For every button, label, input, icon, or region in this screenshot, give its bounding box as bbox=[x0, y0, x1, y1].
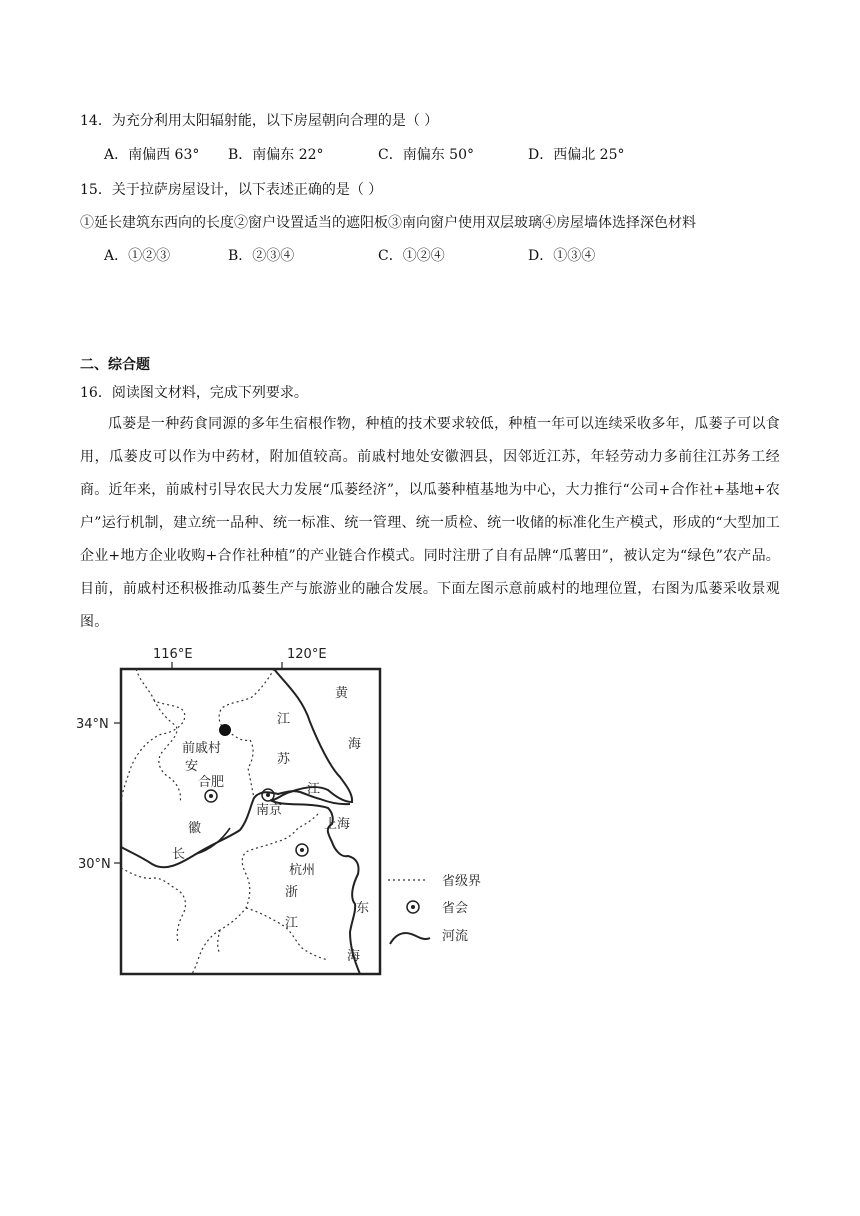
label-hai2: 海 bbox=[347, 949, 361, 964]
q15-stem: 15．关于拉萨房屋设计，以下表述正确的是（ ） bbox=[80, 182, 383, 198]
label-nanjing: 南京 bbox=[256, 803, 283, 818]
label-hefei: 合肥 bbox=[198, 775, 225, 790]
q15-option-a: A．①②③ bbox=[104, 248, 171, 264]
label-dong: 东 bbox=[356, 901, 370, 916]
section-title: 二、综合题 bbox=[80, 357, 150, 373]
legend-capital-label: 省会 bbox=[442, 901, 469, 916]
label-huang: 黄 bbox=[335, 686, 349, 701]
q14-option-d: D．西偏北 25° bbox=[528, 147, 625, 163]
location-map bbox=[70, 642, 500, 982]
q14-option-b: B．南偏东 22° bbox=[228, 147, 324, 163]
label-changjiang-jiang: 江 bbox=[307, 782, 321, 797]
label-jiangsu-jiang: 江 bbox=[277, 712, 291, 727]
label-hai1: 海 bbox=[348, 737, 362, 752]
q15-option-b: B．②③④ bbox=[228, 248, 295, 264]
q15-statements: ①延长建筑东西向的长度②窗户设置适当的遮阳板③南向窗户使用双层玻璃④房屋墙体选择深色材料 bbox=[80, 215, 696, 231]
q15-option-d: D．①③④ bbox=[528, 248, 596, 264]
label-an: 安 bbox=[185, 759, 199, 774]
label-hui: 徽 bbox=[188, 821, 202, 836]
label-jiangsu-su: 苏 bbox=[277, 752, 291, 767]
q16-stem: 16．阅读图文材料，完成下列要求。 bbox=[80, 385, 308, 401]
q14-stem: 14．为充分利用太阳辐射能，以下房屋朝向合理的是（ ） bbox=[80, 113, 439, 129]
label-shanghai: 上海 bbox=[324, 817, 351, 832]
label-hangzhou: 杭州 bbox=[289, 863, 316, 878]
yangtze-river bbox=[121, 791, 350, 867]
q16-paragraph: 瓜蒌是一种药食同源的多年生宿根作物，种植的技术要求较低，种植一年可以连续采收多年，瓜蒌子可以食用，瓜蒌皮可以作为中药材，附加值较高。前戚村地处安徽泗县，因邻近江苏，年轻劳动力多前往江苏务工经商。近年来，前戚村引导农民大力发展“瓜蒌经济”，以瓜蒌种植基地为中心，大力推行“公司+合作社+基地+农户”运行机制，建立统一品种、统一标准、统一管理、统一质检、统一收储的标准化生产模式，形成的“大型加工企业+地方企业收购+合作社种植”的产业链合作模式。同时注册了自有品牌“瓜薯田”，被认定为“绿色”农产品。目前，前戚村还积极推动瓜蒌生产与旅游业的融合发展。下面左图示意前戚村的地理位置，右图为瓜蒌采收景观图。 bbox=[80, 416, 780, 630]
q14-option-a: A．南偏西 63° bbox=[104, 147, 200, 163]
lon-label-120: 120°E bbox=[287, 647, 327, 662]
province-border bbox=[121, 669, 185, 802]
lat-label-34: 34°N bbox=[76, 717, 109, 732]
q15-option-c: C．①②④ bbox=[378, 248, 445, 264]
legend-river-label: 河流 bbox=[442, 929, 469, 944]
qianqi-dot bbox=[219, 724, 231, 736]
legend-border-label: 省级界 bbox=[442, 874, 482, 889]
label-qianqi: 前戚村 bbox=[182, 741, 222, 756]
label-changjiang-chang: 长 bbox=[172, 847, 186, 862]
label-zhejiang-jiang: 江 bbox=[285, 916, 299, 931]
lat-label-30: 30°N bbox=[78, 857, 111, 872]
label-zhe: 浙 bbox=[285, 885, 299, 900]
legend-river-symbol bbox=[390, 933, 430, 944]
lon-label-116: 116°E bbox=[153, 647, 193, 662]
q14-option-c: C．南偏东 50° bbox=[378, 147, 474, 163]
